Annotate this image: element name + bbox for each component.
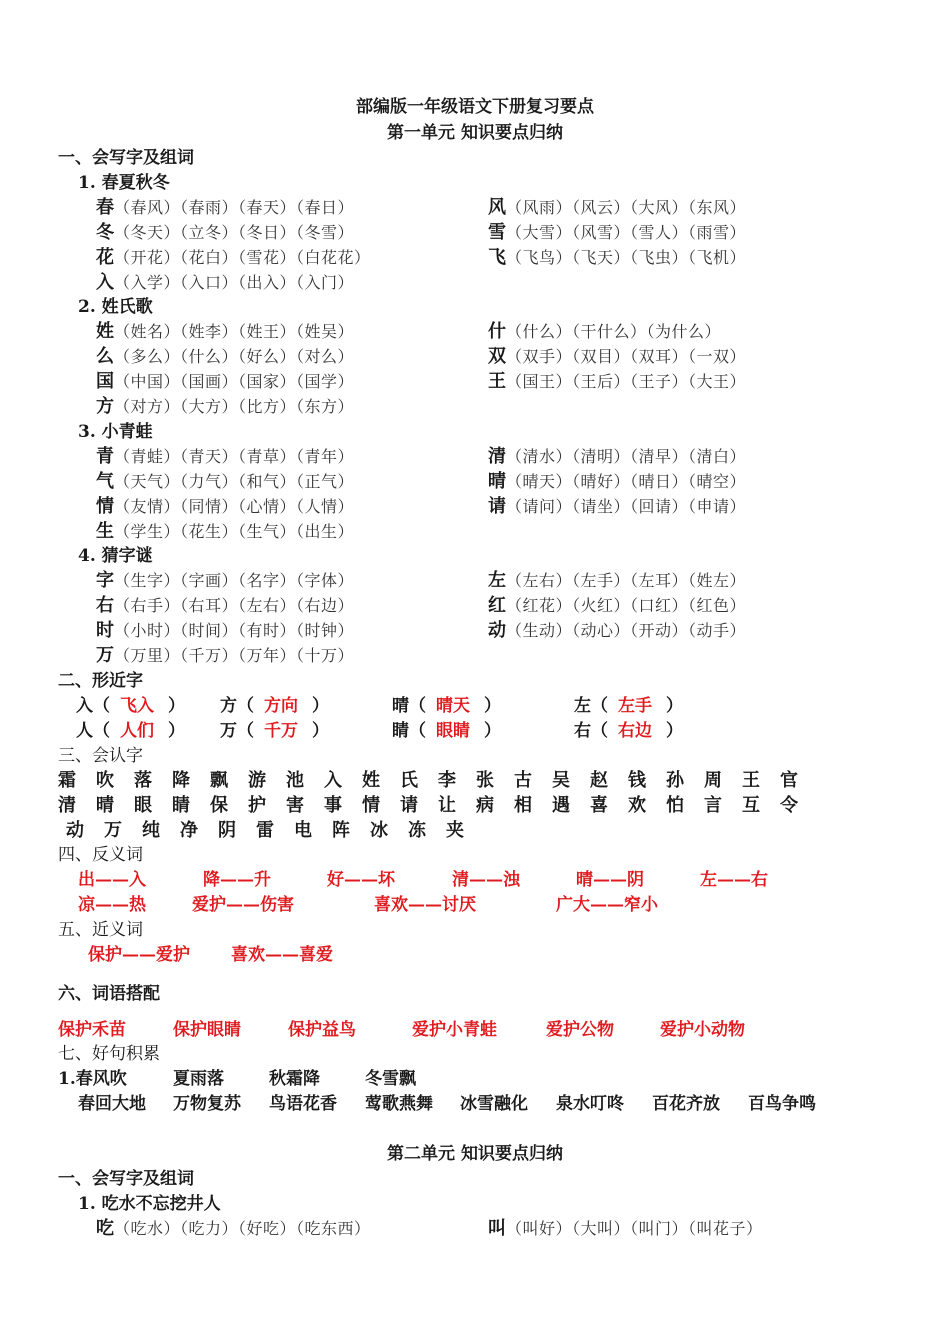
answer-word: 眼睛 — [436, 721, 470, 741]
good-phrase: 1.春风吹 — [58, 1069, 127, 1089]
word-group: （风雨）（风云）（大风）（东风） — [506, 198, 747, 217]
section-heading: 六、词语搭配 — [58, 984, 160, 1004]
answer-word: 人们 — [120, 721, 154, 741]
head-character: 情 — [96, 496, 114, 517]
bracket: ） — [666, 696, 683, 716]
word-row — [488, 1218, 763, 1240]
antonym-pair: 喜欢——讨厌 — [374, 895, 476, 915]
recognition-character: 动 — [66, 820, 84, 841]
recognition-character: 喜 — [590, 795, 608, 816]
section-heading: 三、会认字 — [58, 746, 143, 766]
word-row — [96, 620, 354, 642]
head-character: 王 — [488, 371, 506, 392]
word-group: （冬天）（立冬）（冬日）（冬雪） — [114, 223, 355, 242]
recognition-character: 电 — [294, 820, 312, 841]
head-character: 动 — [488, 620, 506, 641]
head-character: 么 — [96, 346, 114, 367]
word-group: （入学）（入口）（出入）（入门） — [114, 273, 355, 292]
head-character: 红 — [488, 595, 506, 616]
similar-pair — [574, 695, 683, 717]
recognition-character: 眼 — [134, 795, 152, 816]
recognition-character: 令 — [780, 795, 798, 816]
recognition-character: 落 — [134, 770, 152, 791]
character-row — [58, 795, 818, 817]
recognition-character: 情 — [362, 795, 380, 816]
similar-pair — [76, 695, 185, 717]
good-phrase: 春回大地 — [78, 1094, 146, 1114]
head-character: 花 — [96, 247, 114, 268]
head-character: 生 — [96, 521, 114, 542]
recognition-character: 入 — [324, 770, 342, 791]
lesson-heading: 1. 吃水不忘挖井人 — [78, 1194, 221, 1214]
word-group: （青蛙）（青天）（青草）（青年） — [114, 447, 355, 466]
recognition-character: 古 — [514, 770, 532, 791]
synonym-pair: 保护——爱护 — [88, 945, 190, 965]
recognition-character: 欢 — [628, 795, 646, 816]
answer-word: 飞入 — [120, 696, 154, 716]
recognition-character: 吹 — [96, 770, 114, 791]
similar-character: 人（ — [76, 721, 110, 741]
similar-character: 入（ — [76, 696, 110, 716]
recognition-character: 净 — [180, 820, 198, 841]
word-row — [96, 1218, 371, 1240]
word-group: （清水）（清明）（清早）（清白） — [506, 447, 747, 466]
recognition-character: 护 — [248, 795, 266, 816]
recognition-character: 晴 — [96, 795, 114, 816]
recognition-character: 钱 — [628, 770, 646, 791]
similar-character: 睛（ — [392, 721, 426, 741]
word-row — [488, 371, 746, 393]
head-character: 冬 — [96, 222, 114, 243]
similar-pair — [76, 720, 185, 742]
recognition-character: 冰 — [370, 820, 388, 841]
head-character: 清 — [488, 446, 506, 467]
word-group: （对方）（大方）（比方）（东方） — [114, 397, 355, 416]
answer-word: 晴天 — [436, 696, 470, 716]
recognition-character: 互 — [742, 795, 760, 816]
word-row — [488, 197, 746, 219]
word-group: （左右）（左手）（左耳）（姓左） — [506, 571, 747, 590]
good-phrase: 鸟语花香 — [269, 1094, 337, 1114]
similar-character: 方（ — [220, 696, 254, 716]
word-row — [488, 346, 746, 368]
section-heading: 四、反义词 — [58, 845, 143, 865]
section-heading: 一、会写字及组词 — [58, 148, 194, 168]
good-phrase: 夏雨落 — [173, 1069, 224, 1089]
bracket: ） — [312, 696, 329, 716]
recognition-character: 言 — [704, 795, 722, 816]
word-row — [96, 471, 354, 493]
good-phrase: 莺歌燕舞 — [365, 1094, 433, 1114]
word-group: （多么）（什么）（好么）（对么） — [114, 347, 355, 366]
word-group: （飞鸟）（飞天）（飞虫）（飞机） — [506, 248, 747, 267]
good-phrase: 冬雪飘 — [365, 1069, 416, 1089]
recognition-character: 事 — [324, 795, 342, 816]
word-row — [96, 570, 354, 592]
word-row — [488, 496, 746, 518]
antonym-pair: 爱护——伤害 — [192, 895, 294, 915]
similar-pair — [220, 695, 329, 717]
word-group: （生动）（动心）（开动）（动手） — [506, 621, 747, 640]
good-phrase: 万物复苏 — [173, 1094, 241, 1114]
lesson-heading: 4. 猜字谜 — [78, 546, 153, 566]
unit2-title: 第二单元 知识要点归纳 — [387, 1144, 563, 1164]
head-character: 时 — [96, 620, 114, 641]
word-group: （学生）（花生）（生气）（出生） — [114, 522, 355, 541]
word-row — [96, 222, 354, 244]
word-group: （大雪）（风雪）（雪人）（雨雪） — [506, 223, 747, 242]
recognition-character: 万 — [104, 820, 122, 841]
head-character: 方 — [96, 396, 114, 417]
head-character: 入 — [96, 272, 114, 293]
head-character: 气 — [96, 471, 114, 492]
recognition-character: 游 — [248, 770, 266, 791]
collocation-phrase: 爱护小动物 — [660, 1020, 745, 1040]
word-group: （姓名）（姓李）（姓王）（姓吴） — [114, 322, 355, 341]
recognition-character: 官 — [780, 770, 798, 791]
head-character: 雪 — [488, 222, 506, 243]
word-row — [96, 247, 371, 269]
antonym-pair: 出——入 — [78, 870, 146, 890]
recognition-character: 怕 — [666, 795, 684, 816]
word-row — [96, 496, 354, 518]
word-group: （红花）（火红）（口红）（红色） — [506, 596, 747, 615]
word-row — [488, 471, 746, 493]
antonym-pair: 清——浊 — [452, 870, 520, 890]
section-heading: 一、会写字及组词 — [58, 1169, 194, 1189]
word-group: （什么）（干什么）（为什么） — [506, 322, 722, 341]
word-row — [488, 321, 721, 343]
head-character: 飞 — [488, 247, 506, 268]
recognition-character: 王 — [742, 770, 760, 791]
word-group: （生字）（字画）（名字）（字体） — [114, 571, 355, 590]
antonym-pair: 晴——阴 — [576, 870, 644, 890]
section-heading: 七、好句积累 — [58, 1044, 160, 1064]
bracket: ） — [666, 721, 683, 741]
recognition-character: 孙 — [666, 770, 684, 791]
recognition-character: 周 — [704, 770, 722, 791]
collocation-phrase: 爱护公物 — [546, 1020, 614, 1040]
antonym-pair: 降——升 — [203, 870, 271, 890]
head-character: 字 — [96, 570, 114, 591]
section-heading: 五、近义词 — [58, 920, 143, 940]
lesson-heading: 2. 姓氏歌 — [78, 297, 153, 317]
head-character: 晴 — [488, 471, 506, 492]
bracket: ） — [484, 696, 501, 716]
recognition-character: 请 — [400, 795, 418, 816]
recognition-character: 害 — [286, 795, 304, 816]
recognition-character: 霜 — [58, 770, 76, 791]
lesson-heading: 3. 小青蛙 — [78, 422, 153, 442]
good-phrase: 百花齐放 — [652, 1094, 720, 1114]
document-title: 部编版一年级语文下册复习要点 — [356, 97, 594, 117]
head-character: 双 — [488, 346, 506, 367]
word-row — [96, 521, 354, 543]
similar-character: 万（ — [220, 721, 254, 741]
lesson-heading: 1. 春夏秋冬 — [78, 173, 170, 193]
word-row — [96, 396, 354, 418]
recognition-character: 让 — [438, 795, 456, 816]
word-row — [488, 446, 746, 468]
recognition-character: 张 — [476, 770, 494, 791]
word-row — [96, 371, 354, 393]
word-row — [96, 346, 354, 368]
word-group: （吃水）（吃力）（好吃）（吃东西） — [114, 1219, 371, 1238]
head-character: 什 — [488, 321, 506, 342]
answer-word: 方向 — [264, 696, 298, 716]
antonym-pair: 广大——窄小 — [556, 895, 658, 915]
word-row — [96, 321, 354, 343]
recognition-character: 清 — [58, 795, 76, 816]
head-character: 万 — [96, 645, 114, 666]
recognition-character: 李 — [438, 770, 456, 791]
recognition-character: 相 — [514, 795, 532, 816]
antonym-pair: 左——右 — [700, 870, 768, 890]
head-character: 右 — [96, 595, 114, 616]
similar-character: 左（ — [574, 696, 608, 716]
head-character: 春 — [96, 197, 114, 218]
word-group: （万里）（千万）（万年）（十万） — [114, 646, 355, 665]
recognition-character: 夹 — [446, 820, 464, 841]
word-group: （叫好）（大叫）（叫门）（叫花子） — [506, 1219, 763, 1238]
word-group: （中国）（国画）（国家）（国学） — [114, 372, 355, 391]
answer-word: 千万 — [264, 721, 298, 741]
synonym-pair: 喜欢——喜爱 — [231, 945, 333, 965]
recognition-character: 氏 — [400, 770, 418, 791]
word-group: （双手）（双目）（双耳）（一双） — [506, 347, 747, 366]
word-group: （国王）（王后）（王子）（大王） — [506, 372, 747, 391]
word-row — [96, 645, 354, 667]
recognition-character: 睛 — [172, 795, 190, 816]
recognition-character: 吴 — [552, 770, 570, 791]
recognition-character: 遇 — [552, 795, 570, 816]
word-group: （请问）（请坐）（回请）（申请） — [506, 497, 747, 516]
head-character: 青 — [96, 446, 114, 467]
recognition-character: 雷 — [256, 820, 274, 841]
word-row — [488, 247, 746, 269]
head-character: 吃 — [96, 1218, 114, 1239]
recognition-character: 阵 — [332, 820, 350, 841]
word-row — [96, 197, 354, 219]
word-group: （开花）（花白）（雪花）（白花花） — [114, 248, 371, 267]
word-row — [488, 570, 746, 592]
similar-character: 右（ — [574, 721, 608, 741]
recognition-character: 姓 — [362, 770, 380, 791]
good-phrase: 泉水叮咚 — [556, 1094, 624, 1114]
similar-pair — [574, 720, 683, 742]
head-character: 姓 — [96, 321, 114, 342]
good-phrase: 秋霜降 — [269, 1069, 320, 1089]
answer-word: 右边 — [618, 721, 652, 741]
recognition-character: 赵 — [590, 770, 608, 791]
word-group: （天气）（力气）（和气）（正气） — [114, 472, 355, 491]
bracket: ） — [168, 696, 185, 716]
recognition-character: 病 — [476, 795, 494, 816]
collocation-phrase: 爱护小青蛙 — [412, 1020, 497, 1040]
character-row — [58, 770, 818, 792]
word-group: （友情）（同情）（心情）（人情） — [114, 497, 355, 516]
antonym-pair: 凉——热 — [78, 895, 146, 915]
recognition-character: 降 — [172, 770, 190, 791]
good-phrase: 百鸟争鸣 — [748, 1094, 816, 1114]
collocation-phrase: 保护眼睛 — [173, 1020, 241, 1040]
word-row — [96, 272, 354, 294]
word-group: （春风）（春雨）（春天）（春日） — [114, 198, 355, 217]
antonym-pair: 好——坏 — [327, 870, 395, 890]
recognition-character: 飘 — [210, 770, 228, 791]
word-row — [96, 446, 354, 468]
head-character: 左 — [488, 570, 506, 591]
recognition-character: 纯 — [142, 820, 160, 841]
bracket: ） — [312, 721, 329, 741]
similar-pair — [220, 720, 329, 742]
word-row — [488, 222, 746, 244]
word-group: （小时）（时间）（有时）（时钟） — [114, 621, 355, 640]
answer-word: 左手 — [618, 696, 652, 716]
recognition-character: 保 — [210, 795, 228, 816]
head-character: 请 — [488, 496, 506, 517]
collocation-phrase: 保护禾苗 — [58, 1020, 126, 1040]
similar-pair — [392, 695, 501, 717]
bracket: ） — [168, 721, 185, 741]
good-phrase: 冰雪融化 — [460, 1094, 528, 1114]
recognition-character: 冻 — [408, 820, 426, 841]
similar-pair — [392, 720, 501, 742]
unit1-title: 第一单元 知识要点归纳 — [387, 123, 563, 143]
word-row — [488, 620, 746, 642]
head-character: 风 — [488, 197, 506, 218]
word-row — [488, 595, 746, 617]
word-row — [96, 595, 354, 617]
head-character: 叫 — [488, 1218, 506, 1239]
word-group: （晴天）（晴好）（晴日）（晴空） — [506, 472, 747, 491]
collocation-phrase: 保护益鸟 — [288, 1020, 356, 1040]
recognition-character: 阴 — [218, 820, 236, 841]
similar-character: 晴（ — [392, 696, 426, 716]
section-heading: 二、形近字 — [58, 671, 143, 691]
character-row — [66, 820, 484, 842]
bracket: ） — [484, 721, 501, 741]
recognition-character: 池 — [286, 770, 304, 791]
word-group: （右手）（右耳）（左右）（右边） — [114, 596, 355, 615]
head-character: 国 — [96, 371, 114, 392]
